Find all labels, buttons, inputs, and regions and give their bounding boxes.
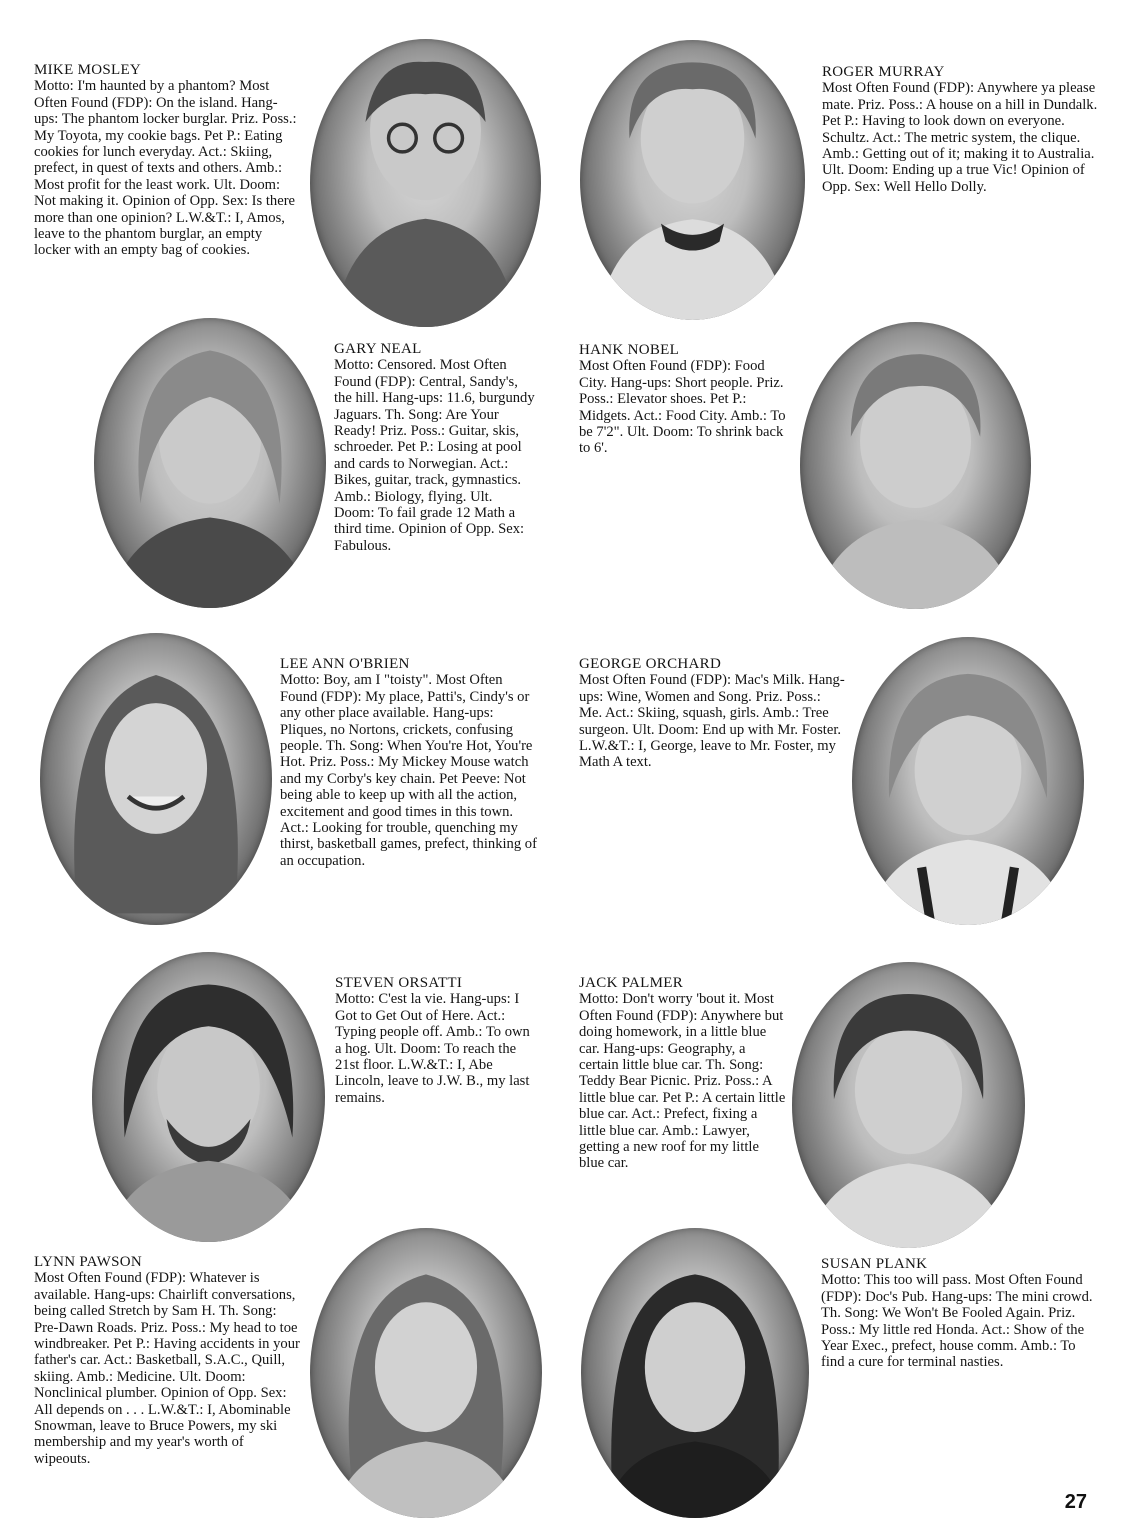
bio-hank-nobel bbox=[579, 342, 789, 457]
student-name: ROGER MURRAY bbox=[822, 64, 945, 80]
bio-roger-murray bbox=[822, 64, 1100, 195]
portrait-mike-mosley bbox=[310, 39, 541, 327]
bio-george-orchard bbox=[579, 656, 847, 771]
portrait-steven-orsatti bbox=[92, 952, 325, 1242]
student-bio: Motto: Censored. Most Often Found (FDP): Central, Sandy's, the hill. Hang-ups: 11.6, burgundy Jaguars. Th. Song: Are Your Ready! Priz. Poss.: Guitar, skis, schroeder. Pet P.: Losing at pool and cards to Norwegian. Act.: Bikes, guitar, track, gymnastics. Amb.: Biology, flying. Ult. Doom: To fail grade 12 Math a third time. Opinion of Opp. Sex: Fabulous. bbox=[334, 357, 535, 554]
portrait-hank-nobel bbox=[800, 322, 1031, 609]
bio-mike-mosley bbox=[34, 62, 299, 259]
portrait-roger-murray bbox=[580, 40, 805, 320]
bio-steven-orsatti bbox=[335, 975, 530, 1106]
student-name: STEVEN ORSATTI bbox=[335, 975, 463, 991]
bio-susan-plank bbox=[821, 1256, 1101, 1371]
student-name: SUSAN PLANK bbox=[821, 1256, 928, 1272]
student-name: GARY NEAL bbox=[334, 341, 422, 357]
page-number: 27 bbox=[1064, 1491, 1087, 1513]
student-name: GEORGE ORCHARD bbox=[579, 656, 722, 672]
student-bio: Most Often Found (FDP): Whatever is available. Hang-ups: Chairlift conversations, being called Stretch by Sam H. Th. Song: Pre-Dawn Roads. Priz. Poss.: My head to toe windbreaker. Pet P.: Having accidents in your father's car. Act.: Basketball, S.A.C., Quill, skiing. Amb.: Medicine. Ult. Doom: Nonclinical plumber. Opinion of Opp. Sex: All depends on . . . L.W.&T.: I, Abominable Snowman, leave to Bruce Powers, my ski membership and my year's worth of wipeouts. bbox=[34, 1270, 300, 1467]
student-bio: Most Often Found (FDP): Food City. Hang-ups: Short people. Priz. Poss.: Elevator shoes. Pet P.: Midgets. Act.: Food City. Amb.: To be 7'2". Ult. Doom: To shrink back to 6'. bbox=[579, 358, 786, 457]
student-name: JACK PALMER bbox=[579, 975, 684, 991]
portrait-lynn-pawson bbox=[310, 1228, 542, 1518]
portrait-jack-palmer bbox=[792, 962, 1025, 1248]
student-bio: Motto: I'm haunted by a phantom? Most Often Found (FDP): On the island. Hang-ups: The phantom locker burglar. Priz. Poss.: My Toyota, my cookie bags. Pet P.: Eating cookies for lunch everyday. Act.: Skiing, prefect, in quest of texts and others. Amb.: Most profit for the least work. Ult. Doom: Not making it. Opinion of Opp. Sex: Is there more than one opinion? L.W.&T.: I, Amos, leave to the phantom burglar, an empty locker with an empty bag of cookies. bbox=[34, 78, 297, 259]
bio-lee-ann-obrien bbox=[280, 656, 542, 869]
student-bio: Motto: Don't worry 'bout it. Most Often Found (FDP): Anywhere but doing homework, in a little blue car. Hang-ups: Geography, a certain little blue car. Th. Song: Teddy Bear Picnic. Priz. Poss.: A little blue car. Pet P.: A certain little blue car. Act.: Prefect, fixing a little blue car. Amb.: Lawyer, getting a new roof for my little blue car. bbox=[579, 991, 786, 1172]
student-bio: Motto: Boy, am I "toisty". Most Often Found (FDP): My place, Patti's, Cindy's or any other place available. Hang-ups: Pliques, no Nortons, crickets, confusing people. Th. Song: When You're Hot, You're Hot. Priz. Poss.: My Mickey Mouse watch and my Corby's key chain. Pet Peeve: Not being able to keep up with all the action, excitement and good times in this town. Act.: Looking for trouble, quenching my thirst, basketball games, prefect, thinking of an occupation. bbox=[280, 672, 537, 869]
student-bio: Motto: This too will pass. Most Often Found (FDP): Doc's Pub. Hang-ups: The mini crowd. Th. Song: We Won't Be Fooled Again. Priz. Poss.: My little red Honda. Act.: Show of the Year Exec., prefect, house comm. Amb.: To find a cure for terminal nasties. bbox=[821, 1272, 1093, 1371]
student-name: MIKE MOSLEY bbox=[34, 62, 142, 78]
portrait-lee-ann-obrien bbox=[40, 633, 272, 925]
bio-jack-palmer bbox=[579, 975, 787, 1172]
bio-gary-neal bbox=[334, 341, 536, 554]
student-name: LEE ANN O'BRIEN bbox=[280, 656, 410, 672]
student-bio: Most Often Found (FDP): Mac's Milk. Hang-ups: Wine, Women and Song. Priz. Poss.: Me. Act.: Skiing, squash, girls. Amb.: Tree surgeon. Ult. Doom: End up with Mr. Foster. L.W.&T.: I, George, leave to Mr. Foster, my Math A text. bbox=[579, 672, 845, 771]
student-bio: Motto: C'est la vie. Hang-ups: I Got to Get Out of Here. Act.: Typing people off. Amb.: To own a hog. Ult. Doom: To reach the 21st floor. L.W.&T.: I, Abe Lincoln, leave to J.W. B., my last remains. bbox=[335, 991, 530, 1106]
student-name: HANK NOBEL bbox=[579, 342, 680, 358]
portrait-susan-plank bbox=[581, 1228, 809, 1518]
student-name: LYNN PAWSON bbox=[34, 1254, 142, 1270]
portrait-gary-neal bbox=[94, 318, 326, 608]
portrait-george-orchard bbox=[852, 637, 1084, 925]
bio-lynn-pawson bbox=[34, 1254, 302, 1467]
student-bio: Most Often Found (FDP): Anywhere ya please mate. Priz. Poss.: A house on a hill in Dundalk. Pet P.: Having to look down on everyone. Schultz. Act.: The metric system, the clique. Amb.: Getting out of it; making it to Australia. Ult. Doom: Ending up a true Vic! Opinion of Opp. Sex: Well Hello Dolly. bbox=[822, 80, 1098, 195]
